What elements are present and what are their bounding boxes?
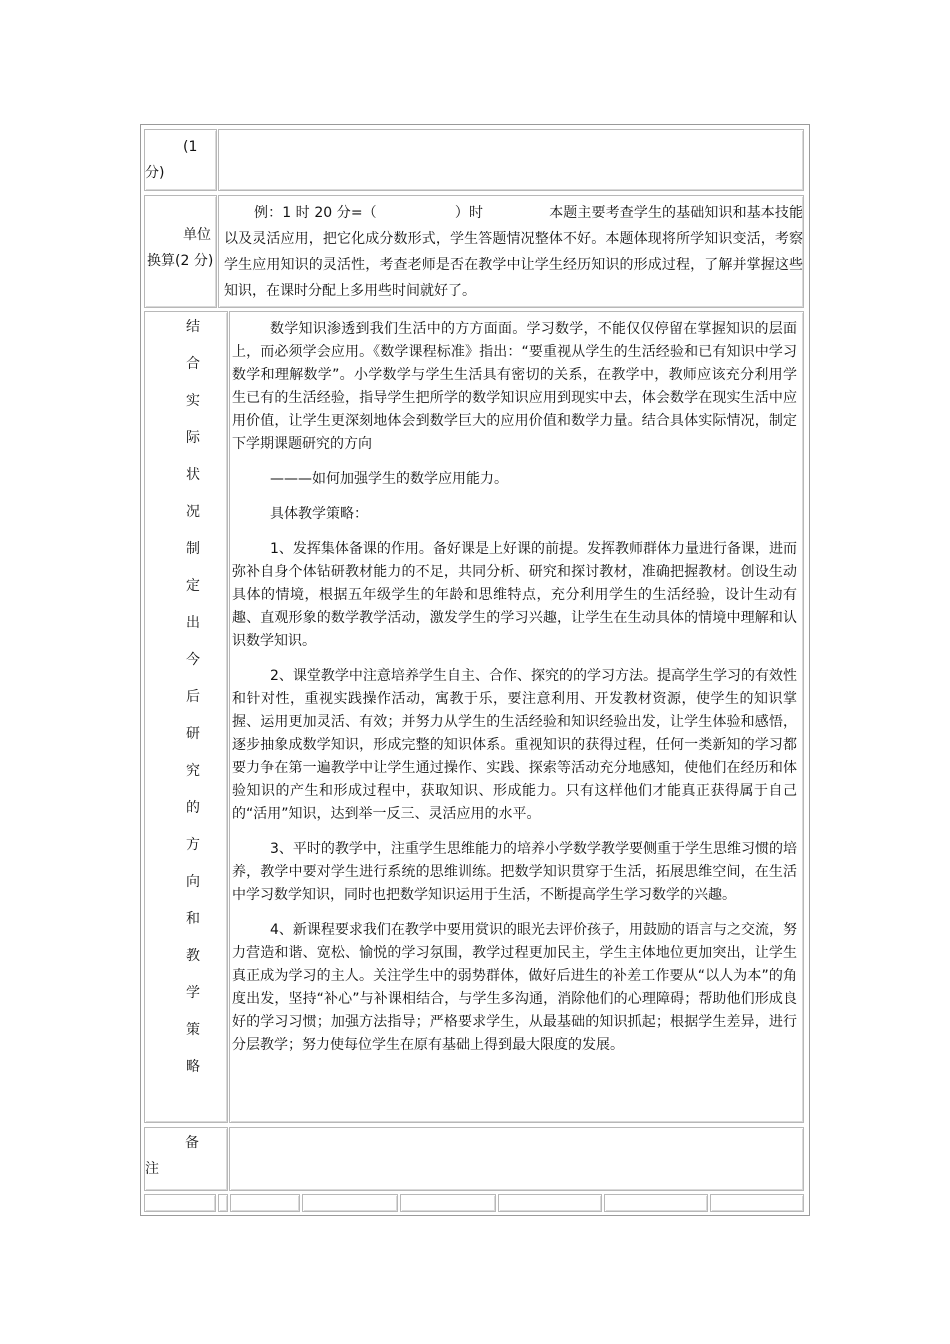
bottom-empty-row bbox=[144, 1194, 804, 1212]
label-char: 今 bbox=[186, 652, 200, 668]
strategy-item-3: 3、平时的教学中，注重学生思维能力的培养小学数学教学要侧重于学生思维习惯的培养，教学中要对学生进行系统的思维训练。把数学知识贯穿于生活，拓展思维空间，在生活中学习数学知识，同时也把数学知识运用于生活，不断提高学生学习数学的兴趣。 bbox=[232, 841, 797, 903]
label-char: 制 bbox=[186, 541, 200, 557]
unit-label-cell bbox=[144, 195, 217, 308]
direction-line: ———如何加强学生的数学应用能力。 bbox=[270, 471, 508, 487]
example-prefix: 例：1 时 20 分=（ bbox=[254, 205, 377, 221]
label-char: 教 bbox=[186, 948, 200, 964]
label-char: 后 bbox=[186, 689, 200, 705]
label-char: 的 bbox=[186, 800, 200, 816]
label-char: 和 bbox=[186, 911, 200, 927]
notes-label-cell bbox=[144, 1127, 228, 1191]
label-char: 方 bbox=[186, 837, 200, 853]
unit-label-line1: 单位 bbox=[183, 227, 211, 243]
unit-analysis-text: 本题主要考查学生的基础知识和基本技能以及灵活应用，把它化成分数形式，学生答题情况整体不好。本题体现将所学知识变活，考察学生应用知识的灵活性，考查老师是否在教学中让学生经历知识的形成过程，了解并掌握这些知识，在课时分配上多用些时间就好了。 bbox=[224, 205, 804, 299]
label-char: 略 bbox=[186, 1059, 200, 1075]
label-char: 出 bbox=[186, 615, 200, 631]
empty-cell bbox=[218, 1194, 228, 1212]
score-label-cell bbox=[144, 129, 217, 191]
label-char: 况 bbox=[186, 504, 200, 520]
strategy-item-1: 1、发挥集体备课的作用。备好课是上好课的前提。发挥教师群体力量进行备课，进而弥补自身个体钻研教材能力的不足，共同分析、研究和探讨教材，准确把握教材。创设生动具体的情境，根据五年级学生的年龄和思维特点，充分利用学生的生活经验，设计生动有趣、直观形象的数学教学活动，激发学生的学习兴趣，让学生在生动具体的情境中理解和认识数学知识。 bbox=[232, 541, 797, 649]
evaluation-table bbox=[140, 124, 810, 1216]
research-label-cell bbox=[144, 311, 228, 1123]
label-char: 定 bbox=[186, 578, 200, 594]
empty-cell bbox=[230, 1194, 300, 1212]
empty-cell bbox=[302, 1194, 398, 1212]
empty-cell bbox=[710, 1194, 804, 1212]
example-suffix: ）时 bbox=[454, 205, 484, 221]
label-char: 实 bbox=[186, 393, 200, 409]
unit-analysis-paragraph bbox=[224, 200, 803, 304]
label-char: 状 bbox=[186, 467, 200, 483]
empty-cell bbox=[604, 1194, 708, 1212]
strategy-item-2: 2、课堂教学中注意培养学生自主、合作、探究的的学习方法。提高学生学习的有效性和针对性，重视实践操作活动，寓教于乐，要注意利用、开发教材资源，使学生的知识掌握、运用更加灵活、有效；并努力从学生的生活经验和知识经验出发，让学生体验和感悟，逐步抽象成数学知识，形成完整的知识体系。重视知识的获得过程，任何一类新知的学习都要力争在第一遍教学中让学生通过操作、实践、探索等活动充分地感知，使他们在经历和体验知识的产生和形成过程中，获取知识、形成能力。只有这样他们才能真正获得属于自己的“活用”知识，达到举一反三、灵活应用的水平。 bbox=[232, 668, 797, 822]
strategy-heading: 具体教学策略： bbox=[270, 506, 368, 522]
label-char: 向 bbox=[186, 874, 200, 890]
label-char: 际 bbox=[186, 430, 200, 446]
notes-label-line1: 备 bbox=[185, 1135, 199, 1151]
empty-cell bbox=[144, 1194, 216, 1212]
unit-label-line2: 换算(2 分) bbox=[147, 253, 214, 269]
empty-cell bbox=[400, 1194, 496, 1212]
label-char: 研 bbox=[186, 726, 200, 742]
notes-content-cell bbox=[229, 1127, 804, 1191]
label-char: 策 bbox=[186, 1022, 200, 1038]
notes-label-line2: 注 bbox=[145, 1161, 159, 1177]
label-char: 结 bbox=[186, 319, 200, 335]
score-label-line1: (1 bbox=[183, 139, 198, 155]
intro-paragraph: 数学知识渗透到我们生活中的方方面面。学习数学，不能仅仅停留在掌握知识的层面上，而必须学会应用。《数学课程标准》指出：“要重视从学生的生活经验和已有知识中学习数学和理解数学”。小学数学与学生生活具有密切的关系，在教学中，教师应该充分利用学生已有的生活经验，指导学生把所学的数学知识应用到现实中去，体会数学在现实生活中应用价值，让学生更深刻地体会到数学巨大的应用价值和数学力量。结合具体实际情况，制定下学期课题研究的方向 bbox=[232, 321, 797, 452]
strategy-item-4: 4、新课程要求我们在教学中要用赏识的眼光去评价孩子，用鼓励的语言与之交流，努力营造和谐、宽松、愉悦的学习氛围，教学过程更加民主，学生主体地位更加突出，让学生真正成为学习的主人。关注学生中的弱势群体，做好后进生的补差工作要从“以人为本”的角度出发，坚持“补心”与补课相结合，与学生多沟通，消除他们的心理障碍；帮助他们形成良好的学习习惯；加强方法指导；严格要求学生，从最基础的知识抓起；根据学生差异，进行分层教学；努力使每位学生在原有基础上得到最大限度的发展。 bbox=[232, 922, 797, 1053]
label-char: 究 bbox=[186, 763, 200, 779]
score-label-line2: 分) bbox=[145, 165, 165, 181]
empty-cell bbox=[498, 1194, 602, 1212]
unit-content-cell bbox=[218, 195, 804, 308]
score-content-cell bbox=[218, 129, 804, 191]
label-char: 学 bbox=[186, 985, 200, 1001]
label-char: 合 bbox=[186, 356, 200, 372]
research-content-cell bbox=[229, 311, 804, 1123]
